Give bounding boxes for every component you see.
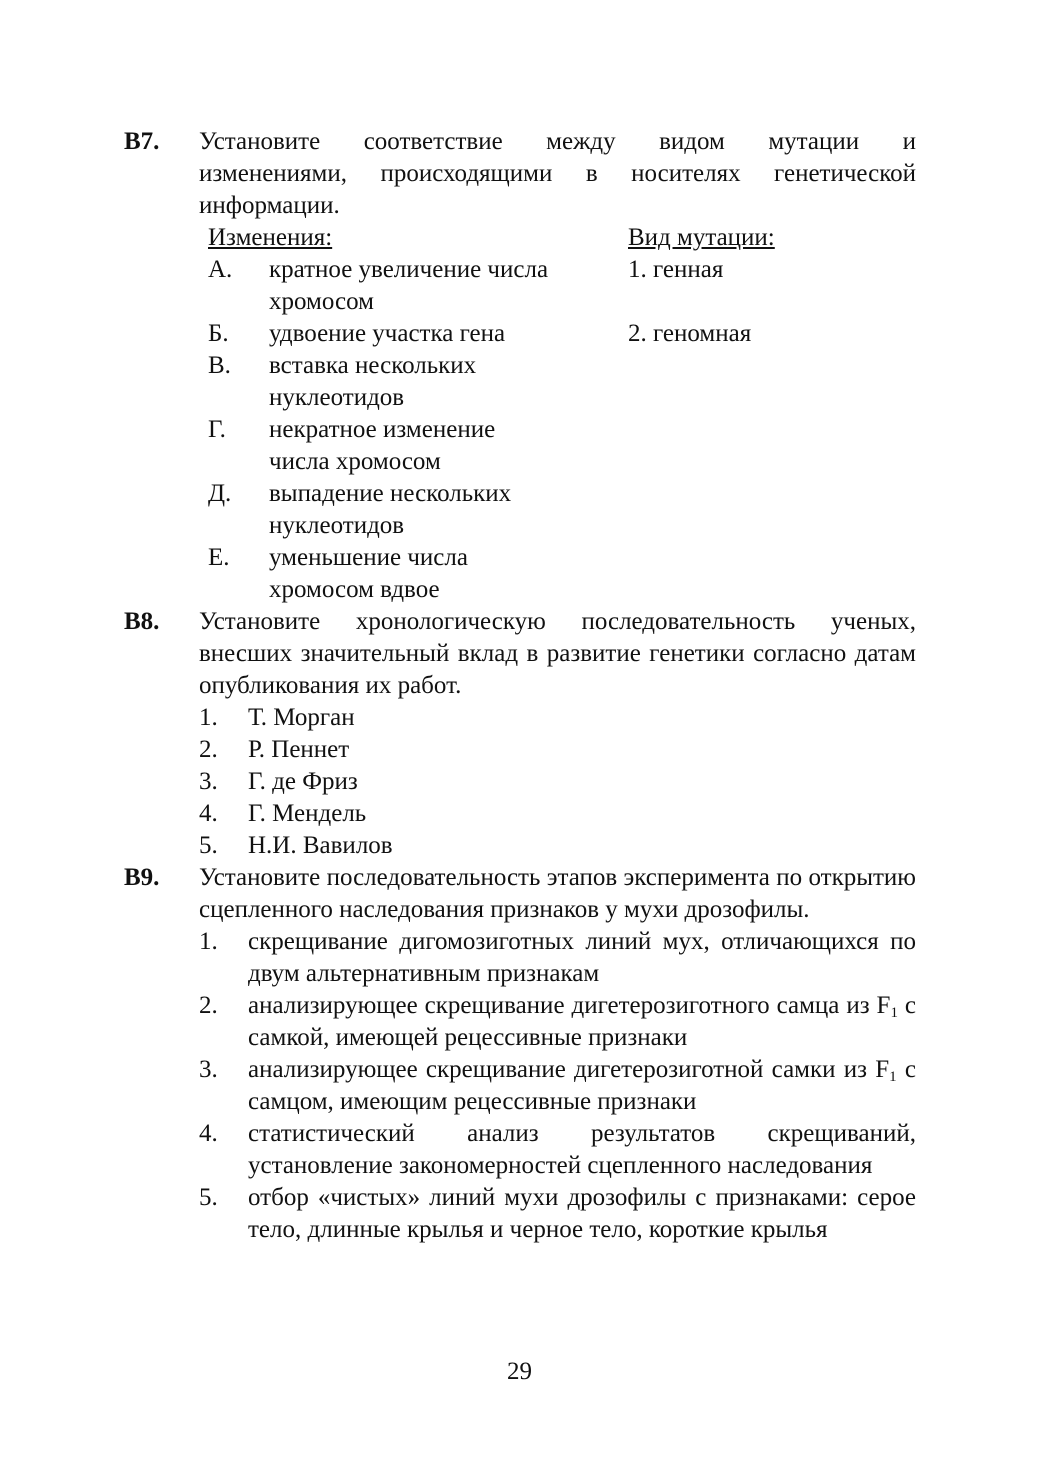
item-text: Г. Мендель [248, 800, 367, 827]
change-text: кратное увеличение числа [269, 256, 549, 283]
item-text: скрещивание дигомозиготных линий мух, отличающихся по двум альтернативным признакам [248, 928, 916, 987]
item-number: 2. [199, 992, 218, 1019]
mutation-type: 2. геномная [628, 320, 752, 347]
item-number: 3. [199, 768, 218, 795]
list-item [199, 1054, 916, 1118]
question-text-line: изменениями, происходящими в носителях генетической [199, 160, 916, 187]
subscript: 1 [889, 1069, 897, 1085]
item-number: 1. [199, 704, 218, 731]
item-number: 3. [199, 1056, 218, 1083]
mutation-type: 1. генная [628, 256, 724, 283]
matching-table [124, 222, 916, 606]
item-number: 5. [199, 1184, 218, 1211]
stage-list [199, 926, 916, 1246]
list-item [199, 990, 916, 1054]
item-text: статистический анализ результатов скрещиваний, установление закономерностей сцепленного наследования [248, 1120, 916, 1179]
change-text: выпадение нескольких [269, 480, 512, 507]
mutation-type-header: Вид мутации: [628, 224, 775, 251]
change-text: хромосом вдвое [269, 576, 440, 603]
change-text: числа хромосом [269, 448, 441, 475]
question-label: B7. [124, 128, 160, 155]
list-item [199, 926, 916, 990]
change-text: некратное изменение [269, 416, 496, 443]
list-item [199, 1182, 916, 1246]
item-text-part: с самкой, имеющей рецессивные признаки [248, 992, 916, 1051]
list-item [199, 702, 916, 734]
question-text [199, 126, 916, 222]
question-text: Установите последовательность этапов эксперимента по открытию сцепленного наследования признаков у мухи дрозофилы. [199, 864, 916, 923]
item-text: отбор «чистых» линий мухи дрозофилы с признаками: серое тело, длинные крылья и черное тело, короткие крылья [248, 1184, 916, 1243]
change-text: уменьшение числа [269, 544, 468, 571]
list-item [199, 830, 916, 862]
question-b8 [124, 606, 916, 862]
change-text: удвоение участка гена [269, 320, 506, 347]
question-label: B9. [124, 864, 160, 891]
change-text: нуклеотидов [269, 512, 405, 539]
item-text: Н.И. Вавилов [248, 832, 393, 859]
item-number: 2. [199, 736, 218, 763]
question-text: Установите хронологическую последовательность ученых, внесших значительный вклад в развитие генетики согласно датам опубликования их работ. [199, 608, 916, 699]
change-text: хромосом [269, 288, 374, 315]
change-letter: Д. [208, 480, 232, 507]
item-text: Р. Пеннет [248, 736, 350, 763]
change-text: нуклеотидов [269, 384, 405, 411]
list-item [199, 766, 916, 798]
item-number: 1. [199, 928, 218, 955]
list-item [199, 1118, 916, 1182]
item-number: 4. [199, 800, 218, 827]
list-item [199, 798, 916, 830]
question-b7 [124, 126, 916, 606]
item-number: 5. [199, 832, 218, 859]
subscript: 1 [890, 1005, 898, 1021]
change-letter: Е. [208, 544, 230, 571]
change-letter: В. [208, 352, 231, 379]
question-text-line: информации. [199, 192, 340, 219]
changes-header: Изменения: [208, 224, 333, 251]
item-text: Г. де Фриз [248, 768, 358, 795]
item-text-part: анализирующее скрещивание дигетерозиготного самца из F [248, 992, 891, 1019]
item-text-part: с самцом, имеющим рецессивные признаки [248, 1056, 916, 1115]
item-text-part: анализирующее скрещивание дигетерозиготной самки из F [248, 1056, 890, 1083]
question-text-line: Установите соответствие между видом мутации и [199, 128, 916, 155]
change-letter: Г. [208, 416, 226, 443]
question-b9 [124, 862, 916, 1246]
list-item [199, 734, 916, 766]
change-text: вставка нескольких [269, 352, 477, 379]
scientist-list [199, 702, 916, 862]
change-letter: Б. [208, 320, 229, 347]
item-text [248, 990, 916, 1054]
item-text: Т. Морган [248, 704, 355, 731]
question-label: B8. [124, 608, 160, 635]
item-text [248, 1054, 916, 1118]
item-number: 4. [199, 1120, 218, 1147]
change-letter: А. [208, 256, 233, 283]
page-number: 29 [507, 1358, 532, 1385]
